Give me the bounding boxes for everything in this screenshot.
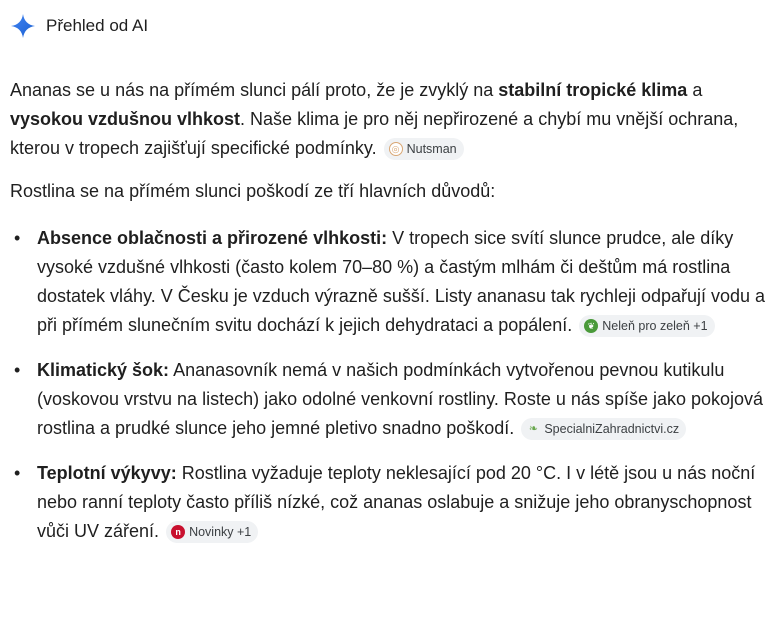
source-chip-novinky[interactable] bbox=[166, 521, 258, 543]
intro-text: . Naše klima je pro něj nepřirozené a chybí mu vnější ochrana, kterou v tropech zajišťují specifické podmínky. bbox=[10, 109, 739, 158]
source-chip-label: Novinky +1 bbox=[189, 525, 252, 539]
list-item-title: Absence oblačnosti a přirozené vlhkosti: bbox=[37, 228, 388, 248]
novinky-icon: n bbox=[171, 525, 185, 539]
ai-overview-title: Přehled od AI bbox=[46, 16, 149, 35]
ai-sparkle-icon bbox=[10, 13, 36, 39]
nutsman-icon: ◎ bbox=[389, 142, 403, 156]
source-chip-label: SpecialniZahradnictvi.cz bbox=[544, 422, 680, 436]
list-item bbox=[10, 459, 766, 546]
intro-paragraph bbox=[10, 76, 766, 163]
ai-overview-content bbox=[10, 76, 766, 562]
bullet: • bbox=[14, 360, 21, 380]
source-chip-label: Nutsman bbox=[406, 142, 457, 156]
source-chip-specialni[interactable] bbox=[521, 418, 686, 440]
source-chip-nutsman[interactable] bbox=[384, 138, 464, 160]
lead-paragraph: Rostlina se na přímém slunci poškodí ze tří hlavních důvodů: bbox=[10, 181, 496, 201]
plant-icon: ❧ bbox=[528, 423, 538, 435]
list-item bbox=[10, 356, 766, 443]
intro-bold-humidity: vysokou vzdušnou vlhkost bbox=[10, 109, 241, 129]
leaf-icon: ❦ bbox=[584, 319, 598, 333]
reasons-list bbox=[10, 224, 766, 546]
source-chip-nelen[interactable] bbox=[579, 315, 714, 337]
bullet: • bbox=[14, 463, 21, 483]
source-chip-label: Neleň pro zeleň +1 bbox=[602, 319, 708, 333]
list-item-title: Teplotní výkyvy: bbox=[37, 463, 177, 483]
intro-text: Ananas se u nás na přímém slunci pálí proto, že je zvyklý na bbox=[10, 80, 499, 100]
intro-bold-climate: stabilní tropické klima bbox=[498, 80, 688, 100]
bullet: • bbox=[14, 228, 21, 248]
intro-text: a bbox=[687, 80, 703, 100]
list-item-text: Rostlina vyžaduje teploty neklesající pod 20 °C. I v létě jsou u nás noční nebo ranní teploty často příliš nízké, což ananas oslabuje a snižuje jeho obranyschopnost vůči UV záření. bbox=[37, 463, 756, 541]
list-item-text: V tropech sice svítí slunce prudce, ale díky vysoké vzdušné vlhkosti (často kolem 70–80 %) a častým mlhám či deštům má rostlina dostatek vláhy. V Česku je vzduch výrazně sušší. Listy ananasu tak rychleji odpařují vodu a při přímém slunečním svitu dochází k jejich dehydrataci a popálení. bbox=[37, 228, 766, 335]
list-item-title: Klimatický šok: bbox=[37, 360, 170, 380]
ai-overview-header bbox=[10, 11, 148, 41]
list-item bbox=[10, 224, 766, 340]
list-item-text: Ananasovník nemá v našich podmínkách vytvořenou pevnou kutikulu (voskovou vrstvu na listech) jako odolné venkovní rostliny. Roste u nás spíše jako pokojová rostlina a prudké slunce jeho jemné pletivo snadno poškodí. bbox=[37, 360, 764, 438]
